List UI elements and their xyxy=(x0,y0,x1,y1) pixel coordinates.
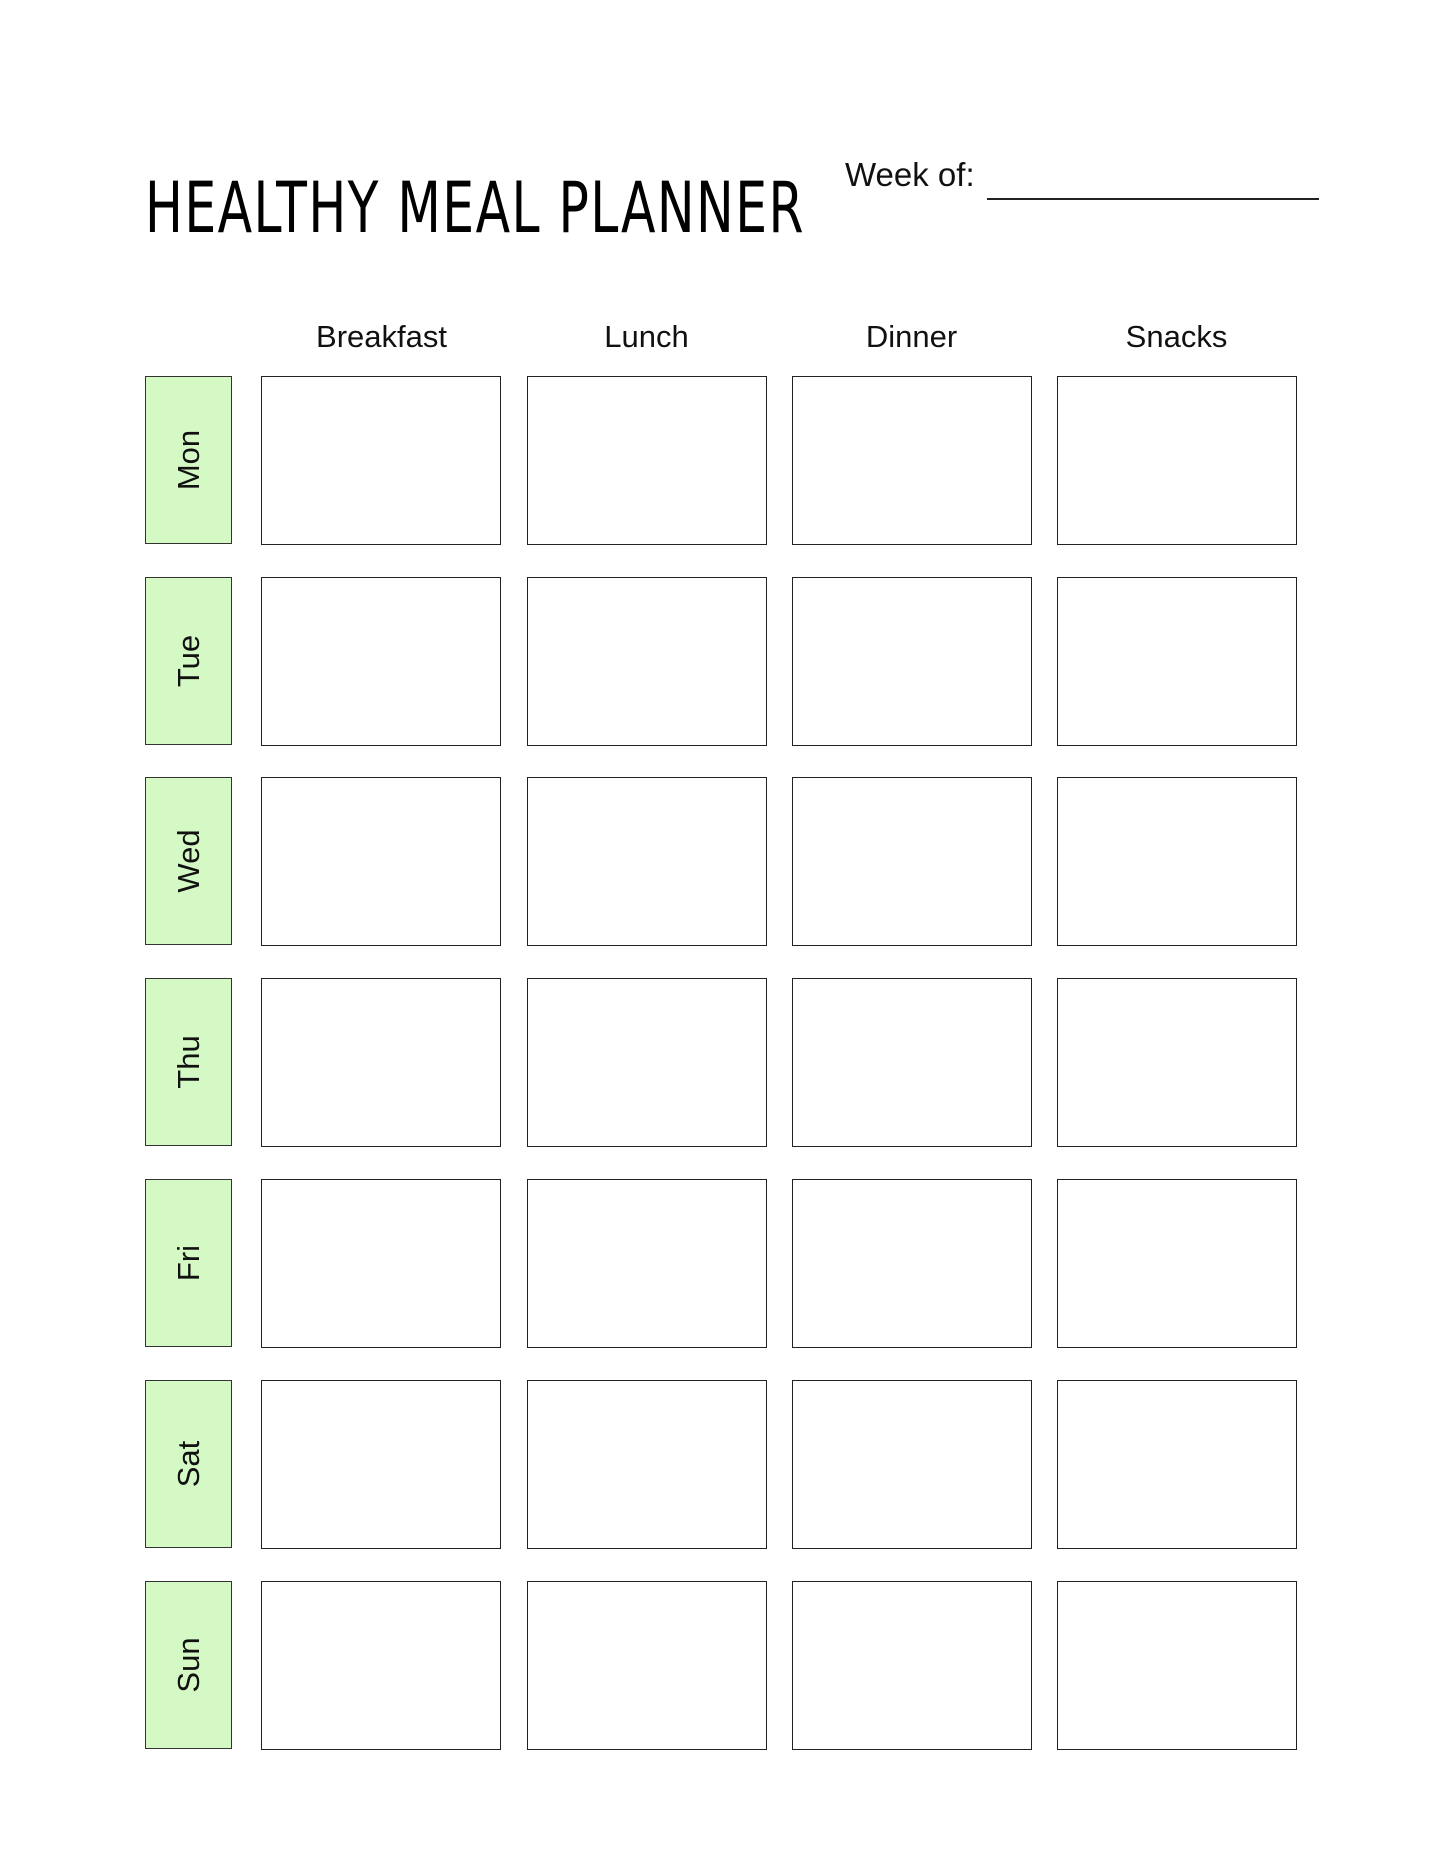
day-label: Sat xyxy=(170,1440,206,1488)
column-header-snacks: Snacks xyxy=(1125,319,1228,354)
day-tab-sun xyxy=(145,1581,232,1749)
day-label: Mon xyxy=(170,429,206,491)
meal-box-sat-dinner[interactable] xyxy=(792,1380,1032,1549)
meal-box-tue-snacks[interactable] xyxy=(1057,577,1297,746)
day-tab-wed xyxy=(145,777,232,945)
meal-box-sun-snacks[interactable] xyxy=(1057,1581,1297,1750)
meal-box-mon-dinner[interactable] xyxy=(792,376,1032,545)
day-tab-thu xyxy=(145,978,232,1146)
column-header-breakfast: Breakfast xyxy=(316,319,447,354)
day-tab-sat xyxy=(145,1380,232,1548)
meal-box-mon-lunch[interactable] xyxy=(527,376,767,545)
day-tab-fri xyxy=(145,1179,232,1347)
page-title: HEALTHY MEAL PLANNER xyxy=(145,167,805,249)
meal-box-tue-lunch[interactable] xyxy=(527,577,767,746)
day-label: Thu xyxy=(170,1035,206,1089)
meal-box-sun-dinner[interactable] xyxy=(792,1581,1032,1750)
meal-box-thu-dinner[interactable] xyxy=(792,978,1032,1147)
meal-box-thu-breakfast[interactable] xyxy=(261,978,501,1147)
meal-box-tue-dinner[interactable] xyxy=(792,577,1032,746)
column-header-lunch: Lunch xyxy=(604,319,689,354)
week-of-field[interactable] xyxy=(845,150,1319,200)
day-label: Wed xyxy=(170,829,206,893)
day-label: Tue xyxy=(170,634,206,688)
meal-box-mon-breakfast[interactable] xyxy=(261,376,501,545)
week-of-label: Week of: xyxy=(845,156,975,193)
meal-box-wed-dinner[interactable] xyxy=(792,777,1032,946)
meal-box-sat-breakfast[interactable] xyxy=(261,1380,501,1549)
day-label: Sun xyxy=(170,1637,206,1693)
day-label: Fri xyxy=(170,1244,206,1282)
meal-box-thu-lunch[interactable] xyxy=(527,978,767,1147)
meal-box-wed-snacks[interactable] xyxy=(1057,777,1297,946)
meal-box-sun-lunch[interactable] xyxy=(527,1581,767,1750)
meal-box-fri-snacks[interactable] xyxy=(1057,1179,1297,1348)
meal-box-fri-breakfast[interactable] xyxy=(261,1179,501,1348)
meal-box-wed-lunch[interactable] xyxy=(527,777,767,946)
meal-box-sun-breakfast[interactable] xyxy=(261,1581,501,1750)
meal-box-mon-snacks[interactable] xyxy=(1057,376,1297,545)
meal-box-fri-dinner[interactable] xyxy=(792,1179,1032,1348)
meal-box-thu-snacks[interactable] xyxy=(1057,978,1297,1147)
meal-box-sat-lunch[interactable] xyxy=(527,1380,767,1549)
column-header-dinner: Dinner xyxy=(865,319,958,354)
day-tab-tue xyxy=(145,577,232,745)
meal-box-sat-snacks[interactable] xyxy=(1057,1380,1297,1549)
meal-box-tue-breakfast[interactable] xyxy=(261,577,501,746)
meal-box-fri-lunch[interactable] xyxy=(527,1179,767,1348)
week-of-blank-line[interactable] xyxy=(987,152,1319,200)
day-tab-mon xyxy=(145,376,232,544)
meal-box-wed-breakfast[interactable] xyxy=(261,777,501,946)
